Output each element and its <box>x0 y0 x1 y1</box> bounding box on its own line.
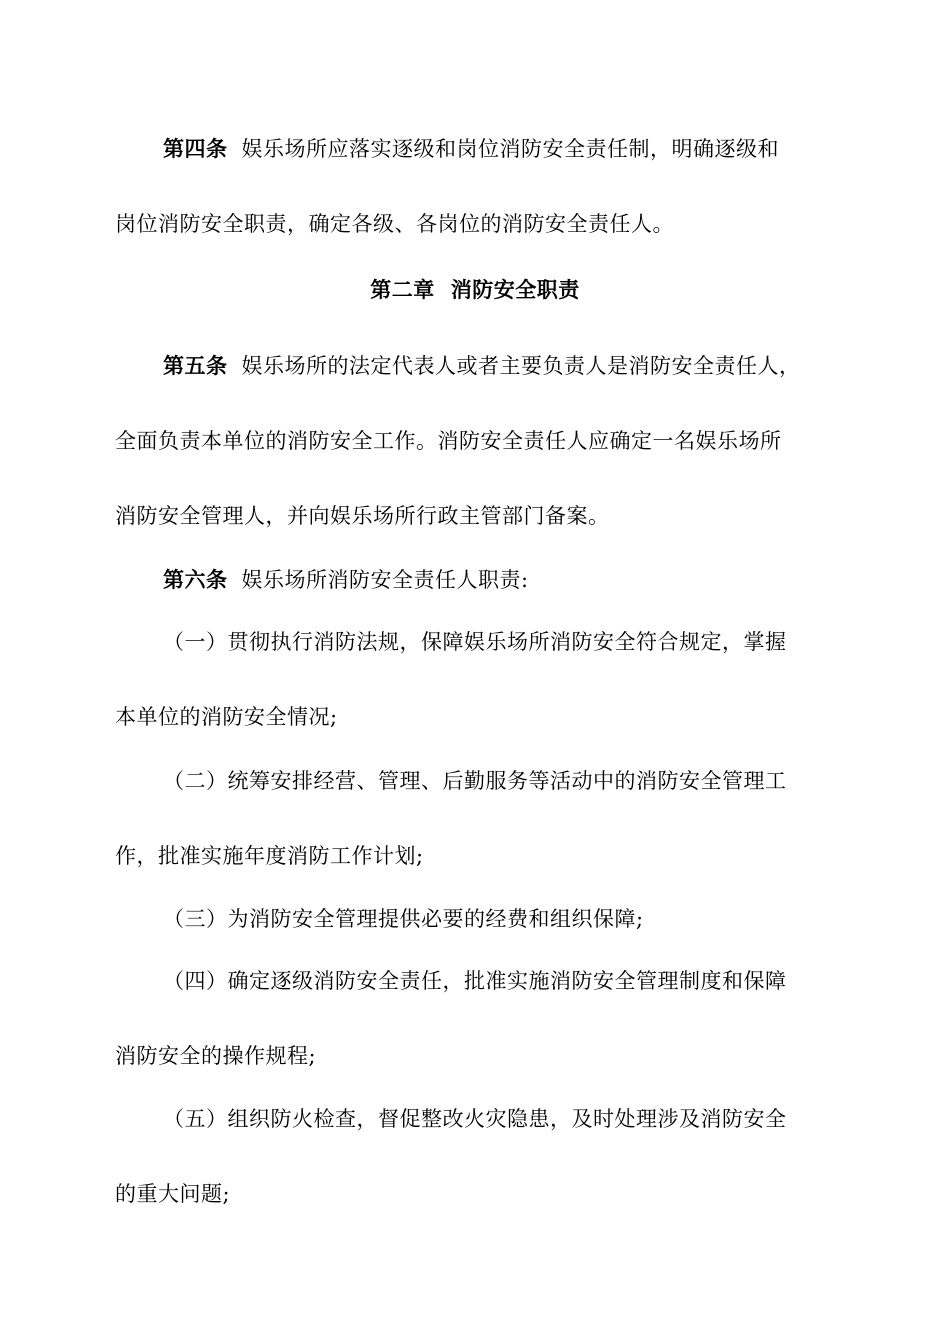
item-3-line-1: （三）为消防安全管理提供必要的经费和组织保障; <box>163 907 644 931</box>
article-6-line-1 <box>163 566 529 594</box>
item-2-line-2: 作，批准实施年度消防工作计划; <box>115 844 424 868</box>
article-4-line-1 <box>163 135 779 163</box>
article-4-line-2: 岗位消防安全职责，确定各级、各岗位的消防安全责任人。 <box>115 212 674 236</box>
article-5-line-1 <box>163 352 801 380</box>
item-5-line-2: 的重大问题; <box>115 1182 231 1206</box>
article-5-text-1: 娱乐场所的法定代表人或者主要负责人是消防安全责任人， <box>241 354 801 378</box>
article-5-line-3: 消防安全管理人，并向娱乐场所行政主管部门备案。 <box>115 504 610 528</box>
article-6-label: 第六条 <box>163 567 228 592</box>
item-4-line-2: 消防安全的操作规程; <box>115 1044 317 1068</box>
article-6-text-1: 娱乐场所消防安全责任人职责: <box>241 568 529 592</box>
item-1-line-2: 本单位的消防安全情况; <box>115 705 338 729</box>
item-5-line-1: （五）组织防火检查，督促整改火灾隐患，及时处理涉及消防安全 <box>163 1107 787 1131</box>
article-5-line-2: 全面负责本单位的消防安全工作。消防安全责任人应确定一名娱乐场所 <box>115 429 782 453</box>
article-4-label: 第四条 <box>163 136 228 161</box>
chapter-heading <box>0 276 950 304</box>
chapter-title: 消防安全职责 <box>450 277 580 302</box>
article-5-label: 第五条 <box>163 353 228 378</box>
item-1-line-1: （一）贯彻执行消防法规，保障娱乐场所消防安全符合规定，掌握 <box>163 630 787 654</box>
item-2-line-1: （二）统筹安排经营、管理、后勤服务等活动中的消防安全管理工 <box>163 769 787 793</box>
item-4-line-1: （四）确定逐级消防安全责任，批准实施消防安全管理制度和保障 <box>163 969 787 993</box>
article-4-text-1: 娱乐场所应落实逐级和岗位消防安全责任制，明确逐级和 <box>241 137 779 161</box>
chapter-number: 第二章 <box>370 277 435 302</box>
